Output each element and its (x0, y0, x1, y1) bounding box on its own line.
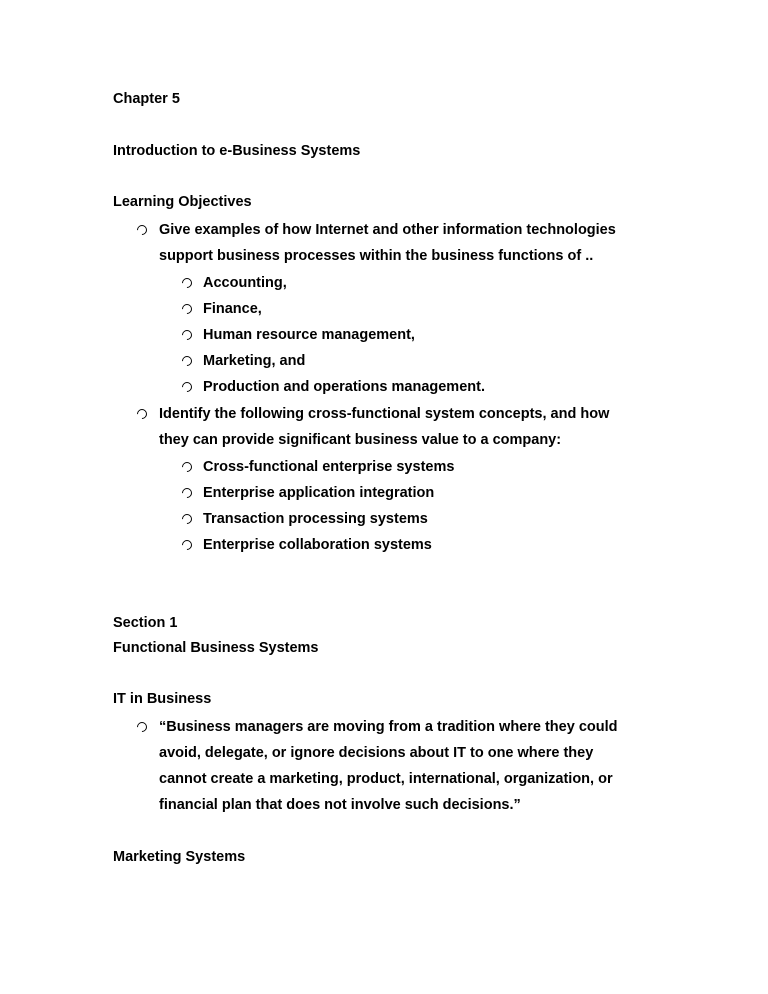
bullet-icon (135, 720, 149, 734)
quote-line: “Business managers are moving from a tradition where they could (159, 719, 618, 735)
objective-line: they can provide significant business value to a company: (159, 432, 562, 448)
bullet-icon (180, 328, 194, 342)
bullet-icon (180, 460, 194, 474)
quote-line: cannot create a marketing, product, international, organization, or (159, 771, 613, 787)
marketing-systems-heading: Marketing Systems (113, 849, 246, 865)
sub-objective-item: Enterprise collaboration systems (203, 537, 432, 553)
section-title: Functional Business Systems (113, 640, 319, 656)
chapter-label: Chapter 5 (113, 91, 180, 107)
bullet-icon (135, 407, 149, 421)
learning-objectives-heading: Learning Objectives (113, 194, 252, 210)
bullet-icon (180, 276, 194, 290)
sub-objective-item: Cross-functional enterprise systems (203, 459, 455, 475)
bullet-icon (135, 223, 149, 237)
bullet-icon (180, 512, 194, 526)
it-in-business-heading: IT in Business (113, 691, 212, 707)
sub-objective-item: Accounting, (203, 275, 287, 291)
bullet-icon (180, 354, 194, 368)
bullet-icon (180, 380, 194, 394)
sub-objective-item: Finance, (203, 301, 262, 317)
bullet-icon (180, 302, 194, 316)
sub-objective-item: Transaction processing systems (203, 511, 428, 527)
quote-line: financial plan that does not involve such decisions.” (159, 797, 521, 813)
objective-line: Give examples of how Internet and other information technologies (159, 222, 616, 238)
objective-line: Identify the following cross-functional system concepts, and how (159, 406, 610, 422)
quote-line: avoid, delegate, or ignore decisions about IT to one where they (159, 745, 594, 761)
section-label: Section 1 (113, 615, 178, 631)
bullet-icon (180, 538, 194, 552)
sub-objective-item: Marketing, and (203, 353, 306, 369)
sub-objective-item: Production and operations management. (203, 379, 485, 395)
bullet-icon (180, 486, 194, 500)
objective-line: support business processes within the business functions of .. (159, 248, 594, 264)
sub-objective-item: Human resource management, (203, 327, 415, 343)
sub-objective-item: Enterprise application integration (203, 485, 435, 501)
chapter-title: Introduction to e-Business Systems (113, 143, 361, 159)
